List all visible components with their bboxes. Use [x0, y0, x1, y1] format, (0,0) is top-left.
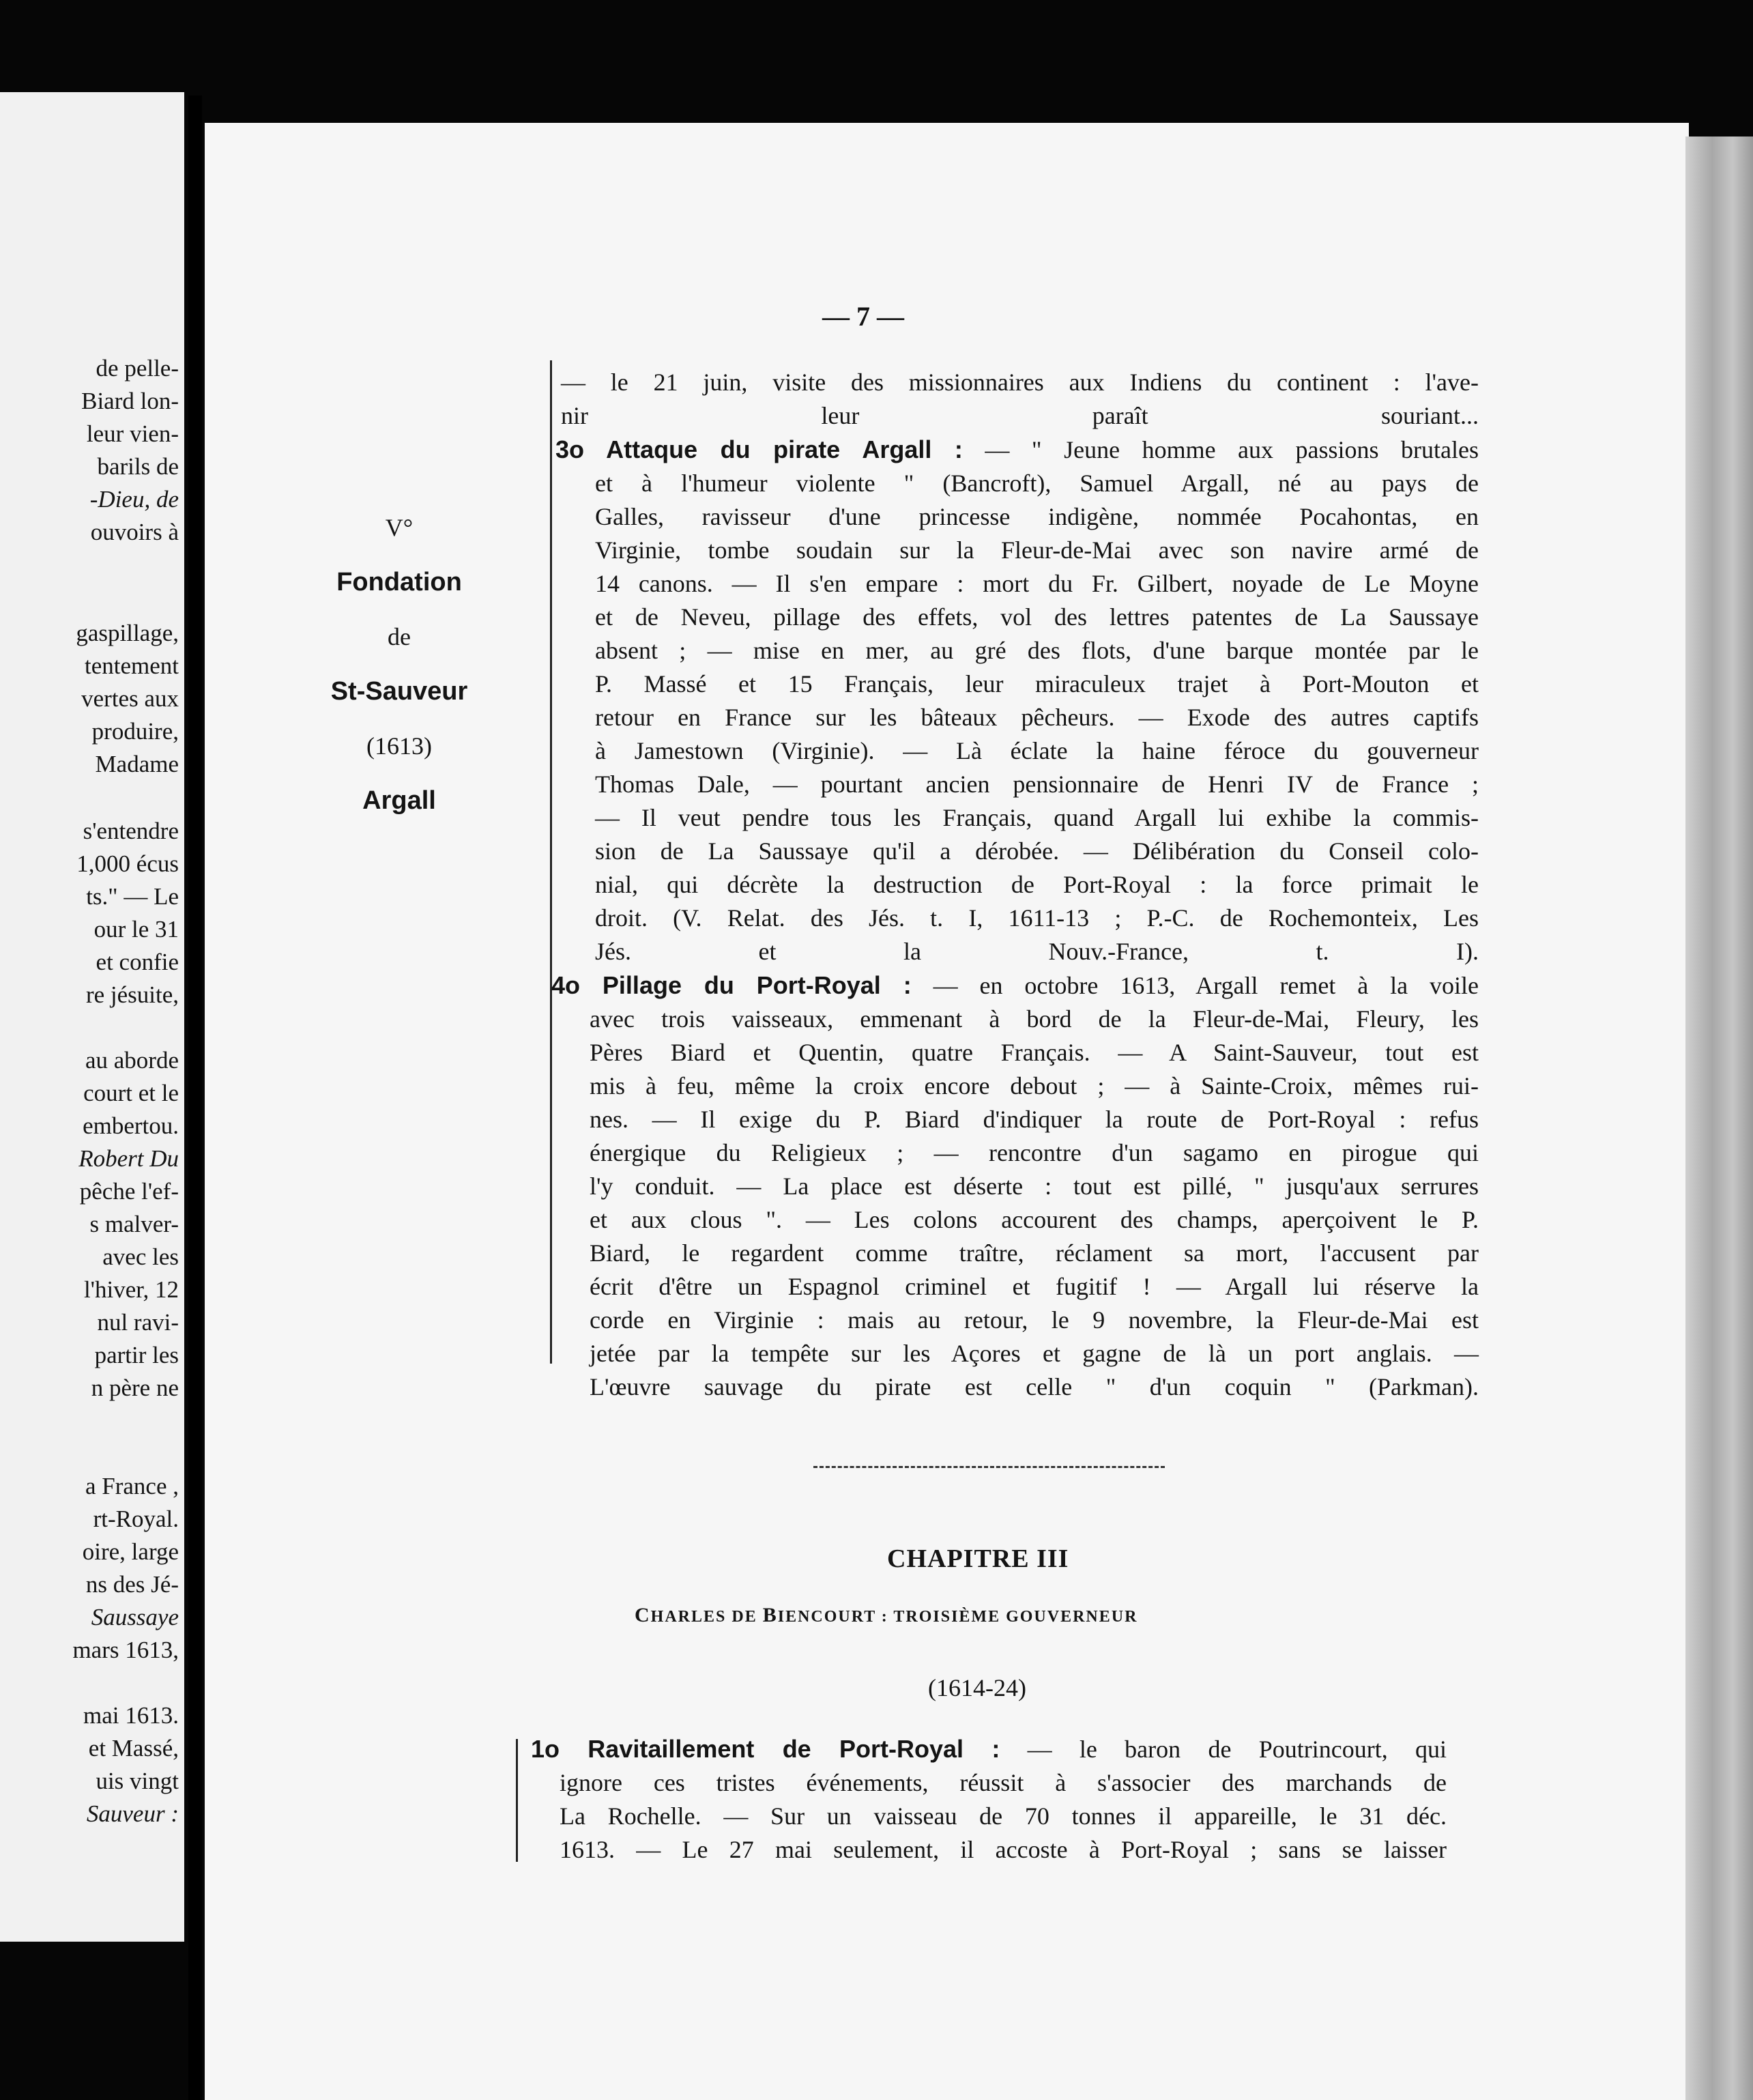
chapter-body-text [531, 1732, 1447, 1867]
text-line: — en octobre 1613, Argall remet à la voile [933, 972, 1479, 999]
chapter-subtitle-part: IENCOURT : TROISIÈME GOUVERNEUR [777, 1608, 1138, 1626]
previous-page-line: Biard lon- [81, 388, 179, 414]
previous-page-line: n père ne [91, 1375, 179, 1401]
previous-page-line: oire, large [82, 1538, 179, 1565]
text-line: sion de La Saussaye qu'il a dérobée. — Délibération du Conseil colo- [595, 837, 1479, 865]
margin-bracket [550, 360, 552, 1364]
text-line: Pères Biard et Quentin, quatre Français. — A Saint-Sauveur, tout est [590, 1039, 1479, 1066]
text-line: énergique du Religieux ; — rencontre d'un sagamo en pirogue qui [590, 1139, 1479, 1166]
previous-page-line: nul ravi- [97, 1309, 179, 1336]
side-note-numeral: V° [385, 514, 414, 541]
previous-page-line: pêche l'ef- [79, 1178, 179, 1205]
previous-page-line: s'entendre [83, 818, 179, 844]
section-1-heading: 1o Ravitaillement de Port-Royal : [531, 1735, 1000, 1763]
text-line: droit. (V. Relat. des Jés. t. I, 1611-13 ; P.-C. de Rochemonteix, Les [595, 904, 1479, 932]
section-divider [813, 1466, 1165, 1468]
previous-page-fragment [0, 92, 184, 1942]
chapter-subtitle [635, 1604, 1138, 1627]
previous-page-line: partir les [94, 1342, 179, 1368]
text-line: corde en Virginie : mais au retour, le 9 novembre, la Fleur-de-Mai est [590, 1306, 1479, 1334]
text-line: Biard, le regardent comme traître, réclament sa mort, l'accusent par [590, 1239, 1479, 1267]
previous-page-line: uis vingt [96, 1768, 179, 1794]
previous-page-line: our le 31 [93, 916, 179, 943]
previous-page-line: et confie [96, 949, 179, 975]
previous-page-line: vertes aux [81, 685, 179, 712]
body-text [551, 366, 1479, 1404]
section-3-heading: 3o Attaque du pirate Argall : [555, 435, 963, 463]
previous-page-line: 1,000 écus [76, 850, 179, 877]
side-note-title: Fondation [336, 568, 462, 596]
previous-page-line: gaspillage, [76, 620, 179, 646]
previous-page-line: ns des Jé- [85, 1571, 179, 1598]
previous-page-line: mai 1613. [83, 1702, 179, 1729]
previous-page-line: l'hiver, 12 [83, 1276, 179, 1303]
previous-page-line: a France , [85, 1473, 179, 1499]
text-line: — Il veut pendre tous les Français, quand Argall lui exhibe la commis- [595, 804, 1479, 831]
previous-page-line: embertou. [83, 1112, 179, 1139]
chapter-subtitle-part: C [635, 1604, 651, 1626]
text-line: retour en France sur les bâteaux pêcheurs. — Exode des autres captifs [595, 704, 1479, 731]
previous-page-line: et Massé, [88, 1735, 179, 1761]
previous-page-line: Sauveur : [86, 1800, 179, 1827]
previous-page-line: Madame [95, 751, 179, 777]
section-1-first-line [531, 1732, 1447, 1766]
text-line: écrit d'être un Espagnol criminel et fugitif ! — Argall lui réserve la [590, 1273, 1479, 1300]
text-line: absent ; — mise en mer, au gré des flots, d'une barque montée par le [595, 637, 1479, 664]
previous-page-line: re jésuite, [85, 981, 179, 1008]
side-note-de: de [388, 623, 411, 650]
text-line: 1613. — Le 27 mai seulement, il accoste à Port-Royal ; sans se laisser [560, 1836, 1447, 1863]
previous-page-line: ts." — Le [86, 883, 179, 910]
section-3-first-line [555, 433, 1479, 467]
text-line: nial, qui décrète la destruction de Port-Royal : la force primait le [595, 871, 1479, 898]
text-line: — le 21 juin, visite des missionnaires aux Indiens du continent : l'ave- [561, 369, 1479, 396]
text-line: Virginie, tombe soudain sur la Fleur-de-Mai avec son navire armé de [595, 536, 1479, 564]
margin-bracket-lower [516, 1739, 518, 1862]
text-line: et à l'humeur violente " (Bancroft), Samuel Argall, né au pays de [595, 470, 1479, 497]
chapter-subtitle-part: HARLES DE [650, 1608, 763, 1626]
text-line: nes. — Il exige du P. Biard d'indiquer la route de Port-Royal : refus [590, 1106, 1479, 1133]
section-4-heading: 4o Pillage du Port-Royal : [551, 971, 912, 999]
chapter-title: CHAPITRE III [887, 1544, 1069, 1573]
text-line: jetée par la tempête sur les Açores et gagne de là un port anglais. — [590, 1340, 1479, 1367]
book-spine-shadow [188, 96, 202, 2100]
text-line: avec trois vaisseaux, emmenant à bord de la Fleur-de-Mai, Fleury, les [590, 1005, 1479, 1033]
text-line: P. Massé et 15 Français, leur miraculeux trajet à Port-Mouton et [595, 670, 1479, 697]
text-line: — " Jeune homme aux passions brutales [985, 436, 1479, 463]
side-note-place: St-Sauveur [330, 677, 468, 706]
text-line: 14 canons. — Il s'en empare : mort du Fr. Gilbert, noyade de Le Moyne [595, 570, 1479, 597]
text-line: L'œuvre sauvage du pirate est celle " d'un coquin " (Parkman). [590, 1373, 1479, 1400]
text-line: Jés. et la Nouv.-France, t. I). [595, 938, 1479, 965]
previous-page-line: tentement [84, 652, 179, 679]
page-number: — 7 — [822, 301, 904, 332]
previous-page-line: avec les [102, 1243, 179, 1270]
previous-page-line: -Dieu, de [89, 486, 179, 513]
previous-page-line: au aborde [85, 1047, 179, 1074]
side-note-year: (1613) [366, 732, 432, 760]
previous-page-line: leur vien- [86, 420, 179, 447]
chapter-dates: (1614-24) [928, 1674, 1026, 1701]
page-edge [1685, 136, 1753, 2100]
text-line: et aux clous ". — Les colons accourent des champs, aperçoivent le P. [590, 1206, 1479, 1233]
text-line: Galles, ravisseur d'une princesse indigène, nommée Pocahontas, en [595, 503, 1479, 530]
text-line: nir leur paraît souriant... [561, 402, 1479, 429]
text-line: à Jamestown (Virginie). — Là éclate la haine féroce du gouverneur [595, 737, 1479, 764]
text-line: et de Neveu, pillage des effets, vol des lettres patentes de La Saussaye [595, 603, 1479, 631]
previous-page-line: barils de [97, 453, 179, 480]
previous-page-line: s malver- [89, 1211, 179, 1237]
previous-page-line: mars 1613, [72, 1637, 179, 1663]
previous-page-line: Robert Du [78, 1145, 179, 1172]
text-line: Thomas Dale, — pourtant ancien pensionnaire de Henri IV de France ; [595, 771, 1479, 798]
previous-page-line: rt-Royal. [93, 1506, 179, 1532]
text-line: La Rochelle. — Sur un vaisseau de 70 tonnes il appareille, le 31 déc. [560, 1802, 1447, 1830]
section-4-first-line [551, 968, 1479, 1003]
previous-page-line: produire, [91, 718, 179, 745]
text-line: — le baron de Poutrincourt, qui [1027, 1736, 1447, 1763]
previous-page-line: Saussaye [91, 1604, 179, 1630]
previous-page-line: ouvoirs à [90, 519, 179, 545]
previous-page-line: de pelle- [96, 355, 179, 382]
text-line: ignore ces tristes événements, réussit à s'associer des marchands de [560, 1769, 1447, 1796]
chapter-subtitle-part: B [762, 1604, 778, 1626]
side-note-name: Argall [362, 786, 436, 815]
text-line: l'y conduit. — La place est déserte : tout est pillé, " jusqu'aux serrures [590, 1173, 1479, 1200]
text-line: mis à feu, même la croix encore debout ; — à Sainte-Croix, mêmes rui- [590, 1072, 1479, 1099]
previous-page-line: court et le [83, 1080, 179, 1106]
